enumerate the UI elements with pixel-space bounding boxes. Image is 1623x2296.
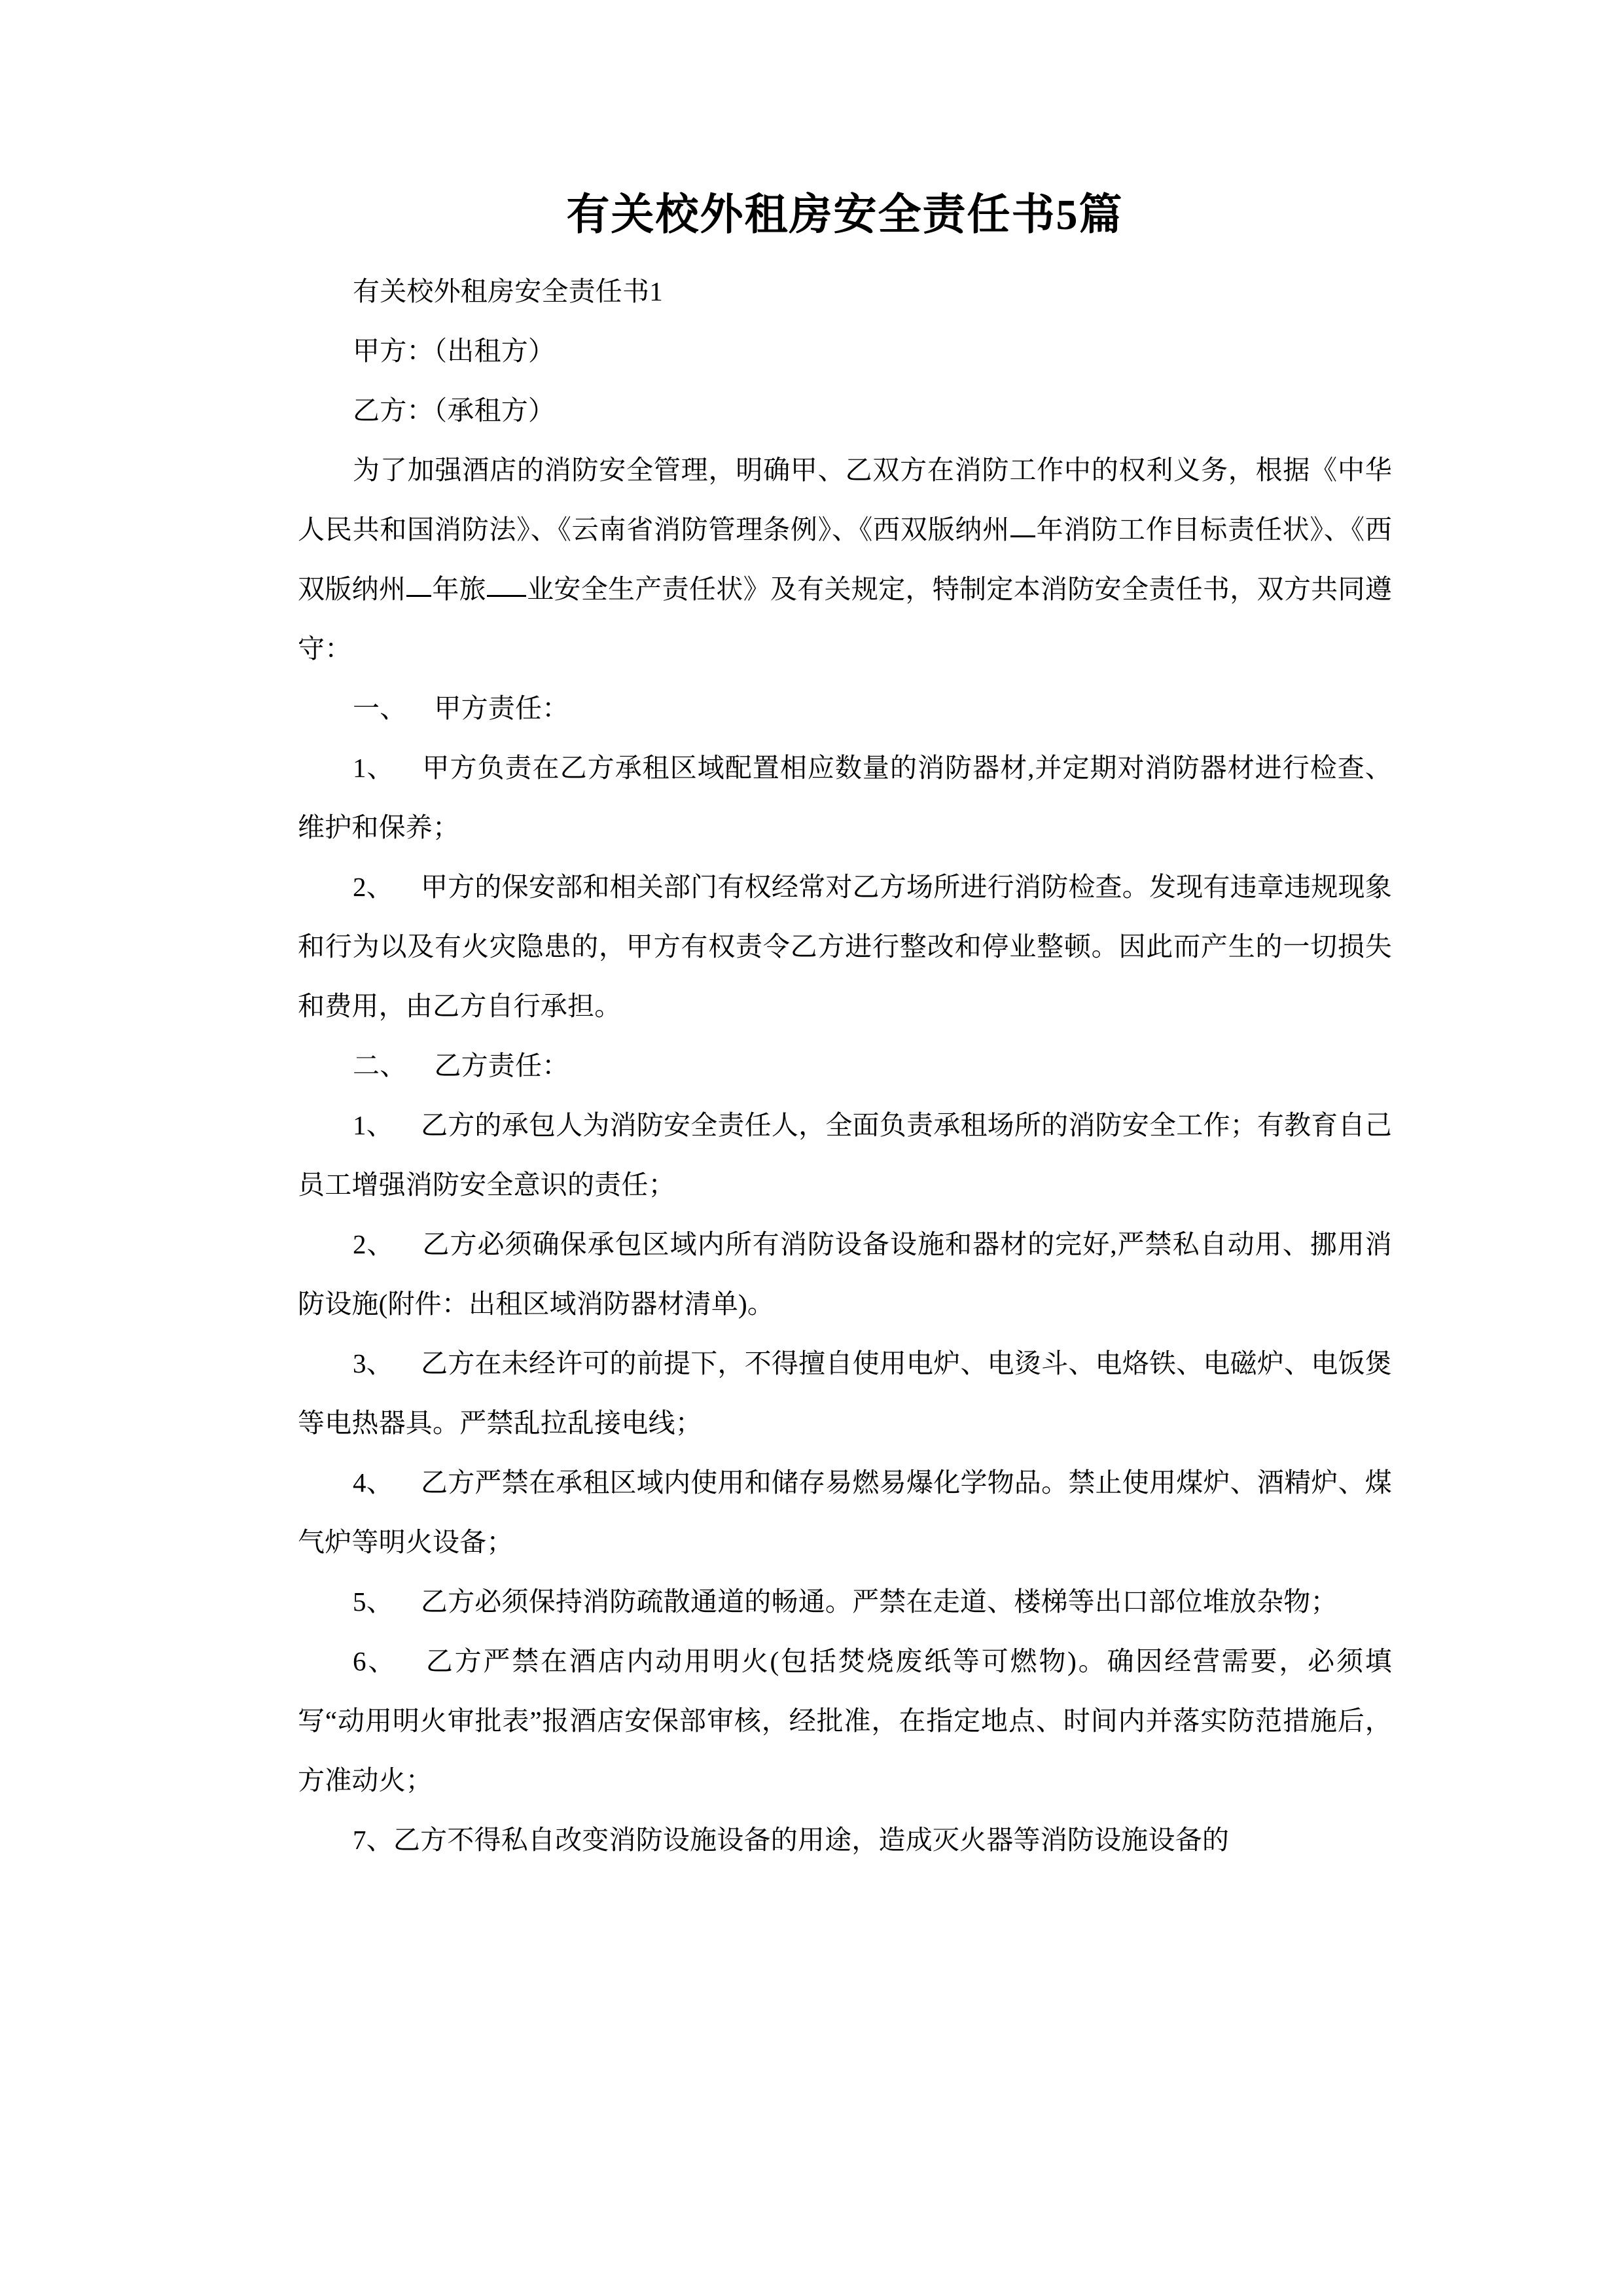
- list-item: [298, 1334, 1392, 1453]
- clause-number: 2、: [353, 1229, 395, 1259]
- section-two-number: 二、: [353, 1050, 407, 1081]
- clause-text: 乙方必须保持消防疏散通道的畅通。严禁在走道、楼梯等出口部位堆放杂物；: [420, 1587, 1338, 1617]
- list-item: [298, 1632, 1392, 1810]
- list-item: [298, 1572, 1392, 1632]
- list-item: [298, 738, 1392, 857]
- list-item: [298, 1215, 1392, 1334]
- section-two-title: 乙方责任：: [434, 1050, 569, 1081]
- clause-text: 乙方的承包人为消防安全责任人，全面负责承租场所的消防安全工作；有教育自己员工增强消防安全意识的责任；: [298, 1110, 1392, 1200]
- page-title: 有关校外租房安全责任书5篇: [566, 191, 1124, 239]
- section-heading-two: [298, 1036, 1392, 1096]
- section-one-title: 甲方责任：: [434, 693, 569, 723]
- clause-number: 4、: [353, 1467, 393, 1498]
- clause-text: 甲方负责在乙方承租区域配置相应数量的消防器材,并定期对消防器材进行检查、维护和保养；: [298, 753, 1392, 842]
- clause-text: 乙方严禁在承租区域内使用和储存易燃易爆化学物品。禁止使用煤炉、酒精炉、煤气炉等明火设备；: [298, 1467, 1392, 1557]
- clause-text: 乙方不得私自改变消防设施设备的用途，造成灭火器等消防设施设备的: [393, 1825, 1230, 1855]
- subheading-article-1: 有关校外租房安全责任书1: [353, 276, 663, 306]
- clause-number: 1、: [353, 1110, 393, 1140]
- list-item: [298, 1810, 1392, 1870]
- clause-text: 乙方在未经许可的前提下，不得擅自使用电炉、电烫斗、电烙铁、电磁炉、电饭煲等电热器具。严禁乱拉乱接电线；: [298, 1348, 1392, 1438]
- section-one-number: 一、: [353, 693, 407, 723]
- clause-number: 7、: [353, 1825, 393, 1855]
- clause-number: 3、: [353, 1348, 393, 1378]
- clause-number: 2、: [353, 872, 393, 902]
- preamble-text-part-4: 业安全生产责任状》及有关规定，特制定本消防安全责任书，双方共同遵守：: [298, 574, 1392, 664]
- section-heading-one: [298, 679, 1392, 738]
- list-item: [298, 1096, 1392, 1215]
- year-blank-2: [406, 595, 431, 597]
- clause-text: 乙方严禁在酒店内动用明火(包括焚烧废纸等可燃物)。确因经营需要，必须填写“动用明火审批表”报酒店安保部审核，经批准，在指定地点、时间内并落实防范措施后，方准动火；: [298, 1646, 1392, 1795]
- preamble-paragraph: [298, 440, 1392, 679]
- clause-number: 5、: [353, 1587, 393, 1617]
- party-a-label: 甲方：（出租方）: [353, 336, 556, 366]
- industry-blank: [487, 595, 526, 597]
- clause-number: 6、: [353, 1646, 397, 1676]
- document-content: [298, 177, 1392, 1870]
- clause-text: 乙方必须确保承包区域内所有消防设备设施和器材的完好,严禁私自动用、挪用消防设施(附件：出租区域消防器材清单)。: [298, 1229, 1392, 1319]
- year-blank-1: [1010, 535, 1035, 537]
- preamble-text-part-3: 年旅: [432, 574, 486, 604]
- clause-number: 1、: [353, 753, 395, 783]
- clause-text: 甲方的保安部和相关部门有权经常对乙方场所进行消防检查。发现有违章违规现象和行为以及有火灾隐患的，甲方有权责令乙方进行整改和停业整顿。因此而产生的一切损失和费用，由乙方自行承担。: [298, 872, 1392, 1021]
- party-b-label: 乙方：（承租方）: [353, 395, 556, 425]
- preamble-text-part-2: 年消防工作目标责任状》、《西双版纳州: [298, 514, 1392, 604]
- list-item: [298, 857, 1392, 1036]
- list-item: [298, 1453, 1392, 1572]
- preamble-text-part-1: 为了加强酒店的消防安全管理，明确甲、乙双方在消防工作中的权利义务，根据《中华人民共和国消防法》、《云南省消防管理条例》、《西双版纳州: [298, 455, 1392, 545]
